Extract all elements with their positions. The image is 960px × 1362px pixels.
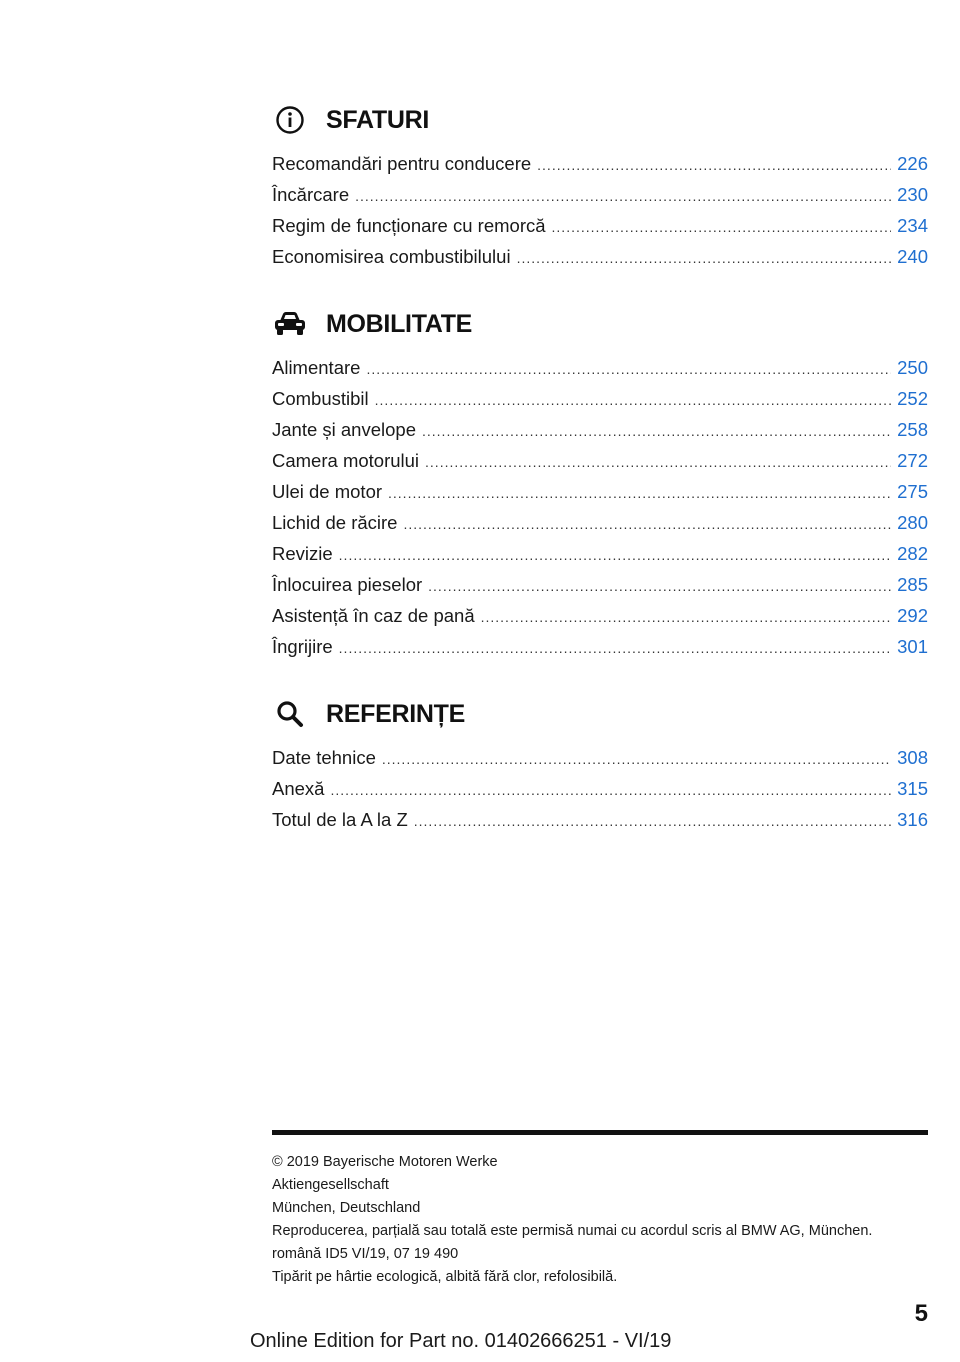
info-icon xyxy=(272,102,308,138)
toc-page-link[interactable]: 240 xyxy=(897,246,928,267)
section-title: SFATURI xyxy=(326,105,429,134)
toc-entry[interactable] xyxy=(272,742,928,773)
toc-section-sfaturi xyxy=(272,98,928,272)
toc-page-link[interactable]: 316 xyxy=(897,809,928,830)
toc-leader-dots xyxy=(388,478,891,509)
toc-entry-title: Combustibil xyxy=(272,388,369,409)
toc-page-link[interactable]: 258 xyxy=(897,419,928,440)
toc-leader-dots xyxy=(414,806,891,837)
toc-leader-dots xyxy=(537,150,891,181)
toc-page-link[interactable]: 226 xyxy=(897,153,928,174)
toc-entry[interactable] xyxy=(272,538,928,569)
toc-page-link[interactable]: 272 xyxy=(897,450,928,471)
toc-leader-dots xyxy=(355,181,891,212)
toc-page-link[interactable]: 308 xyxy=(897,747,928,768)
toc-leader-dots xyxy=(425,447,891,478)
toc-page-link[interactable]: 230 xyxy=(897,184,928,205)
toc-page-link[interactable]: 285 xyxy=(897,574,928,595)
toc-leader-dots xyxy=(339,633,891,664)
imprint-footer xyxy=(272,1130,928,1289)
toc-entry[interactable] xyxy=(272,241,928,272)
toc-page-link[interactable]: 301 xyxy=(897,636,928,657)
toc-entry[interactable] xyxy=(272,414,928,445)
toc-entry[interactable] xyxy=(272,445,928,476)
imprint-line: Tipărit pe hârtie ecologică, albită fără clor, refolosibilă. xyxy=(272,1269,618,1285)
toc-entry-title: Regim de funcționare cu remorcă xyxy=(272,215,546,236)
toc-entry-title: Asistență în caz de pană xyxy=(272,605,475,626)
toc-leader-dots xyxy=(382,744,891,775)
toc-page-link[interactable]: 280 xyxy=(897,512,928,533)
toc-entry-title: Lichid de răcire xyxy=(272,512,398,533)
toc-leader-dots xyxy=(481,602,892,633)
toc-page-link[interactable]: 234 xyxy=(897,215,928,236)
page-number: 5 xyxy=(914,1300,928,1327)
imprint-line: română ID5 VI/19, 07 19 490 xyxy=(272,1246,459,1262)
toc-entry-title: Date tehnice xyxy=(272,747,376,768)
imprint-line: München, Deutschland xyxy=(272,1200,421,1216)
imprint-line: © 2019 Bayerische Motoren Werke xyxy=(272,1154,498,1170)
toc-entry-title: Încărcare xyxy=(272,184,350,205)
toc-entry[interactable] xyxy=(272,600,928,631)
toc-entry-title: Înlocuirea pieselor xyxy=(272,574,423,595)
toc-entry-title: Economisirea combustibilului xyxy=(272,246,511,267)
toc-page-link[interactable]: 292 xyxy=(897,605,928,626)
imprint-line: Aktiengesellschaft xyxy=(272,1177,389,1193)
toc-leader-dots xyxy=(422,416,891,447)
toc-entry-title: Anexă xyxy=(272,778,325,799)
toc-page-link[interactable]: 252 xyxy=(897,388,928,409)
toc-leader-dots xyxy=(330,775,891,806)
toc-entry-title: Ulei de motor xyxy=(272,481,383,502)
toc-entry-title: Jante și anvelope xyxy=(272,419,416,440)
toc-section-mobilitate xyxy=(272,302,928,662)
toc-entry-title: Revizie xyxy=(272,543,333,564)
toc-entry-title: Camera motorului xyxy=(272,450,420,471)
toc-entry[interactable] xyxy=(272,383,928,414)
toc-entry[interactable] xyxy=(272,804,928,835)
section-header xyxy=(272,302,928,346)
section-title: REFERINȚE xyxy=(326,699,465,728)
toc-entry[interactable] xyxy=(272,210,928,241)
toc-leader-dots xyxy=(366,354,891,385)
toc-entry[interactable] xyxy=(272,179,928,210)
imprint-line: Reproducerea, parțială sau totală este permisă numai cu acordul scris al BMW AG, München. xyxy=(272,1223,873,1239)
toc-page-link[interactable]: 315 xyxy=(897,778,928,799)
toc-leader-dots xyxy=(339,540,891,571)
section-header xyxy=(272,692,928,736)
toc-entry[interactable] xyxy=(272,773,928,804)
toc-entry-title: Totul de la A la Z xyxy=(272,809,408,830)
car-icon xyxy=(272,306,308,342)
toc-entry[interactable] xyxy=(272,631,928,662)
toc-page-link[interactable]: 282 xyxy=(897,543,928,564)
toc-page-link[interactable]: 275 xyxy=(897,481,928,502)
toc-leader-dots xyxy=(375,385,891,416)
toc-section-referinte xyxy=(272,692,928,835)
toc-leader-dots xyxy=(552,212,892,243)
toc-page-link[interactable]: 250 xyxy=(897,357,928,378)
table-of-contents xyxy=(272,98,928,865)
footer-divider xyxy=(272,1130,928,1135)
toc-entry-title: Alimentare xyxy=(272,357,361,378)
toc-entry[interactable] xyxy=(272,148,928,179)
toc-leader-dots xyxy=(403,509,891,540)
toc-entry[interactable] xyxy=(272,352,928,383)
toc-entry-title: Îngrijire xyxy=(272,636,333,657)
edition-watermark: Online Edition for Part no. 01402666251 - VI/19 xyxy=(250,1330,672,1352)
toc-leader-dots xyxy=(428,571,891,602)
section-header xyxy=(272,98,928,142)
toc-entry[interactable] xyxy=(272,569,928,600)
toc-entry[interactable] xyxy=(272,476,928,507)
toc-entry-title: Recomandări pentru conducere xyxy=(272,153,532,174)
search-icon xyxy=(272,696,308,732)
toc-entry[interactable] xyxy=(272,507,928,538)
section-title: MOBILITATE xyxy=(326,309,473,338)
toc-leader-dots xyxy=(517,243,892,274)
